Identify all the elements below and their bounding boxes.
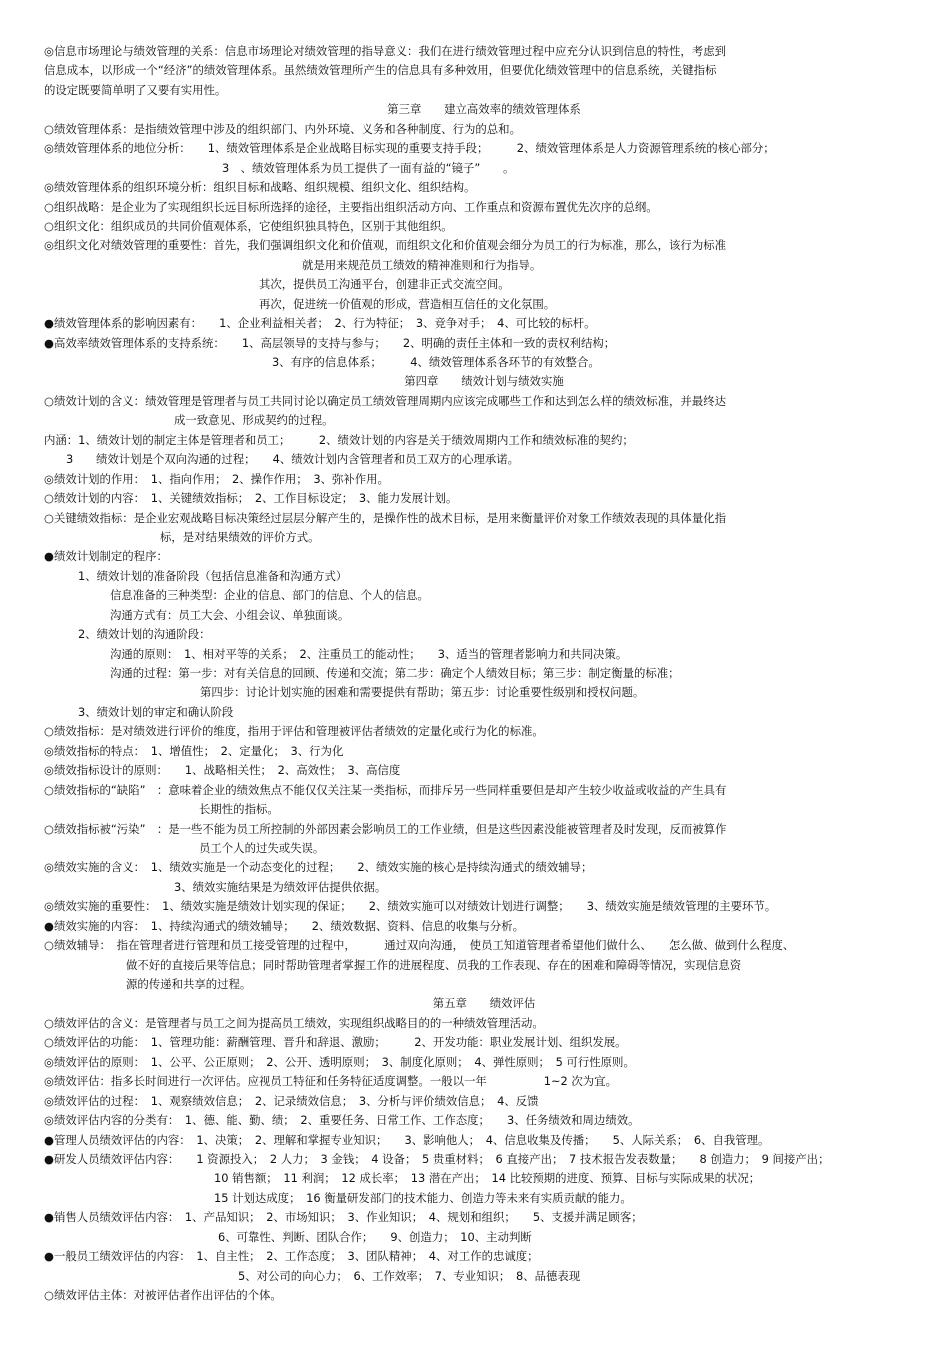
text-line: 长期性的指标。 [199, 802, 279, 817]
text-line: ○绩效管理体系：是指绩效管理中涉及的组织部门、内外环境、义务和各种制度、行为的总和。 [44, 121, 521, 136]
text-line: ○组织文化：组织成员的共同价值观体系，它使组织独具特色，区别于其他组织。 [44, 218, 453, 233]
text-line: ◎组织文化对绩效管理的重要性：首先，我们强调组织文化和价值观，而组织文化和价值观会细分为员工的行为标准，那么，该行为标准 [44, 238, 726, 253]
text-line: 1、绩效计划的准备阶段（包括信息准备和沟通方式） [78, 568, 348, 583]
text-line: ○绩效指标：是对绩效进行评价的维度，指用于评估和管理被评估者绩效的定量化或行为化的标准。 [44, 724, 544, 739]
document-page [44, 42, 924, 1305]
text-line: ◎绩效评估的原则： 1、公平、公正原则； 2、公开、透明原则； 3、制度化原则； 4、弹性原则； 5 可行性原则。 [44, 1054, 635, 1069]
chapter-heading: 第五章 绩效评估 [432, 996, 536, 1011]
text-line: ◎绩效评估内容的分类有： 1、德、能、勤、绩； 2、重要任务、日常工作、工作态度； 3、任务绩效和周边绩效。 [44, 1113, 640, 1128]
text-line: ○绩效计划的含义：绩效管理是管理者与员工共同讨论以确定员工绩效管理周期内应该完成哪些工作和达到怎么样的绩效标准，并最终达 [44, 393, 726, 408]
text-line: 成一致意见、形成契约的过程。 [174, 413, 334, 428]
chapter-heading: 第三章 建立高效率的绩效管理体系 [387, 102, 581, 117]
text-line: 标，是对结果绩效的评价方式。 [160, 529, 320, 544]
text-line: ◎绩效计划的作用： 1、指向作用； 2、操作作用； 3、弥补作用。 [44, 471, 389, 486]
text-line: 沟通方式有：员工大会、小组会议、单独面谈。 [110, 607, 350, 622]
chapter-heading: 第四章 绩效计划与绩效实施 [404, 374, 564, 389]
text-line: 源的传递和共享的过程。 [126, 977, 252, 991]
text-line: 10 销售额； 11 利润； 12 成长率； 13 潜在产出； 14 比较预期的进度、预算、目标与实际成果的状况； [214, 1171, 761, 1186]
text-line: ○绩效指标的“缺陷” ：意味着企业的绩效焦点不能仅仅关注某一类指标，而排斥另一些同样重要但是却产生较少收益或收益的产生具有 [44, 782, 727, 797]
text-line: ●绩效管理体系的影响因素有： 1、企业利益相关者； 2、行为特征； 3、竞争对手； 4、可比较的标杆。 [44, 316, 596, 331]
text-line: ◎绩效实施的重要性： 1、绩效实施是绩效计划实现的保证； 2、绩效实施可以对绩效计划进行调整； 3、绩效实施是绩效管理的主要环节。 [44, 899, 777, 914]
text-line: 员工个人的过失或失误。 [199, 840, 325, 855]
text-line: 3、绩效计划的审定和确认阶段 [78, 704, 234, 719]
text-line: ◎绩效评估的过程： 1、观察绩效信息； 2、记录绩效信息； 3、分析与评价绩效信息； 4、反馈 [44, 1093, 539, 1108]
text-line: ◎绩效指标的特点： 1、增值性； 2、定量化； 3、行为化 [44, 743, 344, 758]
text-line: 3 绩效计划是个双向沟通的过程； 4、绩效计划内含管理者和员工双方的心理承诺。 [66, 452, 520, 467]
text-line: ●管理人员绩效评估的内容： 1、决策； 2、理解和掌握专业知识； 3、影响他人； 4、信息收集及传播； 5、人际关系； 6、自我管理。 [44, 1132, 770, 1147]
text-line: ○绩效评估的含义：是管理者与员工之间为提高员工绩效，实现组织战略目的的一种绩效管理活动。 [44, 1015, 544, 1030]
text-line: 做不好的直接后果等信息；同时帮助管理者掌握工作的进展程度、员我的工作表现、存在的困难和障碍等情况，实现信息资 [126, 957, 742, 972]
text-line: 的设定既要简单明了又要有实用性。 [44, 82, 227, 97]
text-line: 就是用来规范员工绩效的精神准则和行为指导。 [302, 257, 542, 272]
text-line: ◎绩效管理体系的组织环境分析：组织目标和战略、组织规模、组织文化、组织结构。 [44, 180, 476, 195]
text-line: ●一般员工绩效评估的内容： 1、自主性； 2、工作态度； 3、团队精神； 4、对工作的忠诚度； [44, 1249, 539, 1264]
text-line: 信息成本，以形成一个“经济”的绩效管理体系。虽然绩效管理所产生的信息具有多种效用，但要优化绩效管理中的信息系统，关键指标 [44, 63, 717, 78]
text-line: ●绩效实施的内容： 1、持续沟通式的绩效辅导； 2、绩效数据、资料、信息的收集与分析。 [44, 918, 525, 933]
text-line: 其次，提供员工沟通平台，创建非正式交流空间。 [259, 277, 510, 292]
text-line: 内涵：1、绩效计划的制定主体是管理者和员工； 2、绩效计划的内容是关于绩效周期内工作和绩效标准的契约； [44, 432, 634, 447]
text-line: ●高效率绩效管理体系的支持系统： 1、高层领导的支持与参与； 2、明确的责任主体和一致的责权利结构； [44, 335, 616, 350]
text-line: ○绩效评估主体：对被评估者作出评估的个体。 [44, 1288, 282, 1302]
text-line: ◎绩效评估：指多长时间进行一次评估。应视员工特征和任务特征适度调整。一般以一年 1~2 次为宜。 [44, 1074, 617, 1089]
text-line: ○绩效评估的功能： 1、管理功能：薪酬管理、晋升和辞退、激励； 2、开发功能：职业发展计划、组织发展。 [44, 1035, 627, 1050]
text-line: ◎绩效管理体系的地位分析： 1、绩效管理体系是企业战略目标实现的重要支持手段； 2、绩效管理体系是人力资源管理系统的核心部分； [44, 141, 775, 156]
text-line: 沟通的原则： 1、相对平等的关系； 2、注重员工的能动性； 3、适当的管理者影响力和共同决策。 [110, 646, 628, 661]
text-line: ○关键绩效指标：是企业宏观战略目标决策经过层层分解产生的，是操作性的战术目标，是用来衡量评价对象工作绩效表现的具体量化指 [44, 510, 726, 525]
text-line: 再次，促进统一价值观的形成，营造相互信任的文化氛围。 [259, 296, 556, 311]
text-line: 5、对公司的向心力； 6、工作效率； 7、专业知识； 8、品德表现 [238, 1268, 581, 1283]
text-line: 6、可靠性、判断、团队合作； 9、创造力； 10、主动判断 [218, 1229, 532, 1244]
text-line: ○组织战略：是企业为了实现组织长远目标所选择的途径，主要指出组织活动方向、工作重点和资源布置优先次序的总纲。 [44, 199, 658, 214]
text-line: ◎信息市场理论与绩效管理的关系：信息市场理论对绩效管理的指导意义：我们在进行绩效管理过程中应充分认识到信息的特性，考虑到 [44, 44, 726, 58]
text-line: ○绩效辅导： 指在管理者进行管理和员工接受管理的过程中， 通过双向沟通， 使员工知道管理者希望他们做什么、 怎么做、做到什么程度、 [44, 938, 795, 953]
text-line: 信息准备的三种类型：企业的信息、部门的信息、个人的信息。 [110, 588, 429, 603]
text-line: 3、绩效实施结果是为绩效评估提供依据。 [174, 879, 387, 894]
text-line: 2、绩效计划的沟通阶段： [78, 627, 211, 642]
text-line: ●绩效计划制定的程序： [44, 549, 168, 564]
text-line: 沟通的过程：第一步：对有关信息的回顾、传递和交流；第二步：确定个人绩效目标；第三步：制定衡量的标准； [110, 666, 680, 680]
text-line: ◎绩效实施的含义： 1、绩效实施是一个动态变化的过程； 2、绩效实施的核心是持续沟通式的绩效辅导； [44, 860, 593, 875]
text-line: 3、有序的信息体系； 4、绩效管理体系各环节的有效整合。 [272, 355, 600, 369]
text-line: ○绩效计划的内容： 1、关键绩效指标； 2、工作目标设定； 3、能力发展计划。 [44, 491, 458, 506]
text-line: ●销售人员绩效评估内容： 1、产品知识； 2、市场知识； 3、作业知识； 4、规划和组织； 5、支援并满足顾客； [44, 1210, 643, 1225]
text-line: ●研发人员绩效评估内容： 1 资源投入； 2 人力； 3 金钱； 4 设备； 5 贵重材料； 6 直接产出； 7 技术报告发表数量； 8 创造力； 9 间接产出； [44, 1151, 830, 1166]
text-line: ◎绩效指标设计的原则： 1、战略相关性； 2、高效性； 3、高信度 [44, 763, 401, 778]
text-line: 3 、绩效管理体系为员工提供了一面有益的“镜子” 。 [222, 160, 515, 175]
text-line: 15 计划达成度； 16 衡量研发部门的技术能力、创造力等未来有实质贡献的能力。 [214, 1190, 632, 1205]
text-line: ○绩效指标被“污染” ：是一些不能为员工所控制的外部因素会影响员工的工作业绩，但是这些因素没能被管理者及时发现，反而被算作 [44, 821, 727, 836]
text-line: 第四步：讨论计划实施的困难和需要提供有帮助；第五步：讨论重要性级别和授权问题。 [200, 685, 645, 700]
